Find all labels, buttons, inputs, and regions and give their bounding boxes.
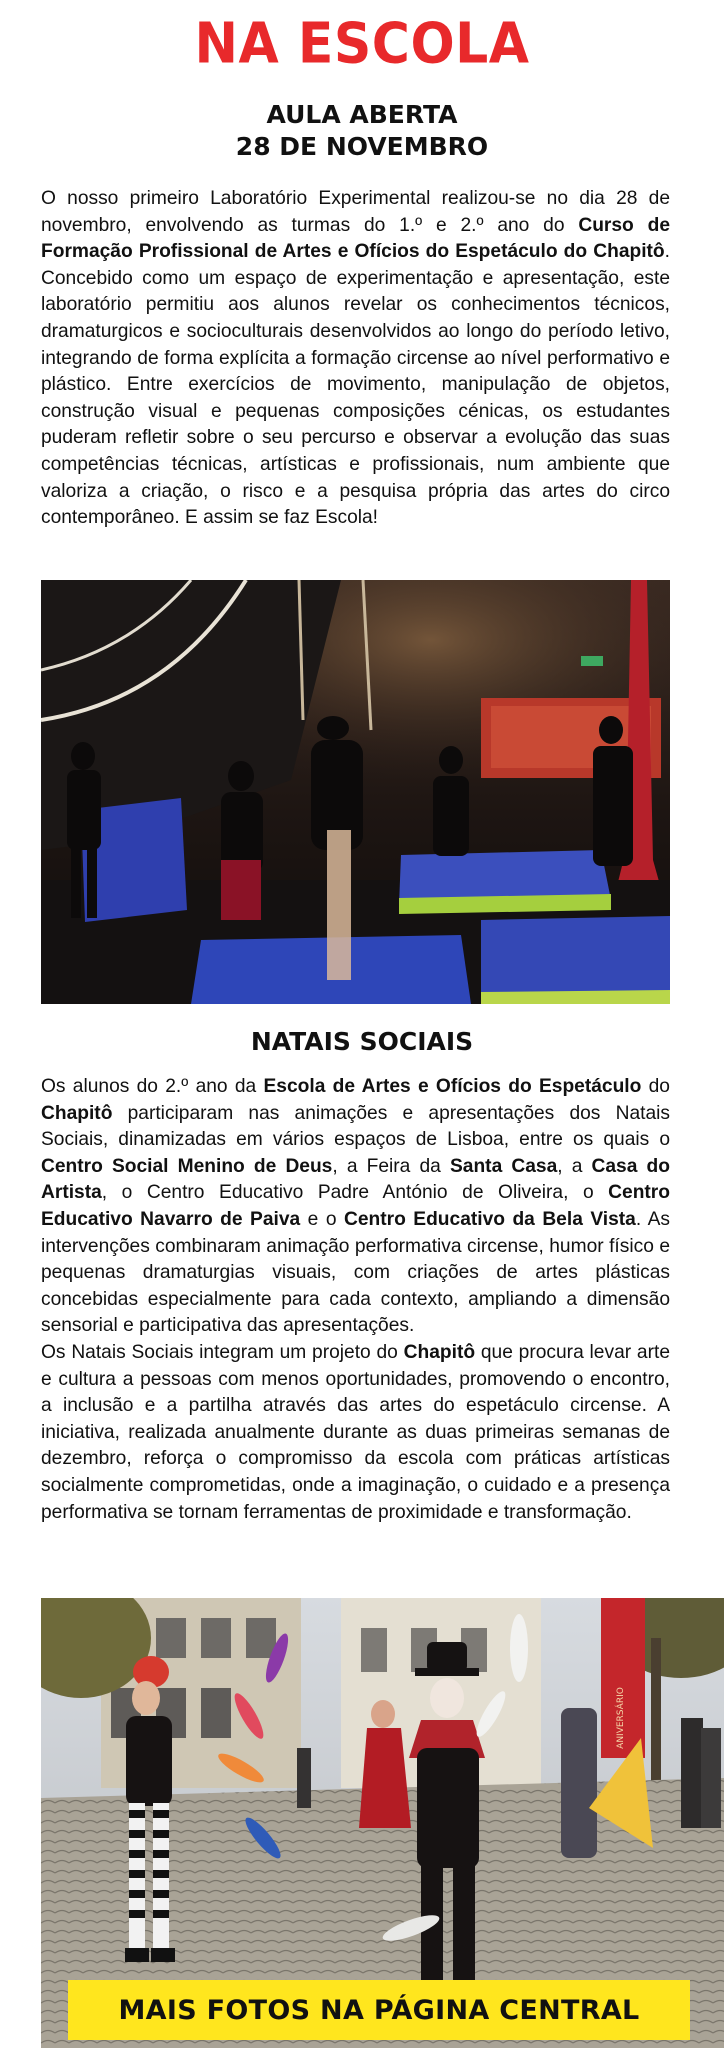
natais-p1-s8: , a <box>557 1155 592 1177</box>
natais-p2-s0: Os Natais Sociais integram um projeto do <box>41 1341 404 1363</box>
natais-p1-s7: Santa Casa <box>449 1155 558 1177</box>
natais-p1-s4: participaram nas animações e apresentações dos Natais Sociais, dinamizadas em vários espaços de Lisboa, entre os quais o <box>41 1102 670 1151</box>
natais-p1-s12: e o <box>300 1208 344 1230</box>
aula-paragraph <box>41 186 670 532</box>
circus-class-photo <box>41 580 670 1004</box>
natais-p1-s13: Centro Educativo da Bela Vista <box>343 1208 636 1230</box>
aula-title: AULA ABERTA <box>266 100 458 129</box>
aula-text-course: Curso de Formação Profissional de Artes e Ofícios do Espetáculo do Chapitô <box>41 214 670 263</box>
natais-text <box>41 1074 670 1526</box>
natais-p1-s10: , o Centro Educativo Padre António de Oliveira, o <box>101 1182 609 1204</box>
natais-p1-s1: Escola de Artes e Ofícios do Espetáculo <box>263 1076 642 1097</box>
natais-p1-s11: Centro Educativo Navarro de Paiva <box>41 1182 670 1230</box>
aula-date: 28 DE NOVEMBRO <box>235 132 489 161</box>
street-banner-sign: ANIVERSÁRIO <box>616 1687 626 1749</box>
natais-p1-s3: Chapitô <box>41 1102 113 1124</box>
aula-text-a: O nosso primeiro Laboratório Experimental realizou-se no dia 28 de novembro, envolvendo as turmas do 1.º e 2.º ano do <box>41 188 670 236</box>
natais-p1-s5: Centro Social Menino de Deus <box>41 1155 333 1177</box>
natais-p1-s0: Os alunos do 2.º ano da <box>41 1076 264 1097</box>
natais-paragraph-1 <box>41 1074 670 1340</box>
natais-p2-s1: Chapitô <box>403 1341 476 1363</box>
masthead-title: NA ESCOLA <box>194 11 530 77</box>
natais-p1-s6: , a Feira da <box>332 1155 450 1177</box>
more-photos-banner: MAIS FOTOS NA PÁGINA CENTRAL <box>68 1980 690 2040</box>
natais-p1-s14: . As intervenções combinaram animação performativa circense, humor físico e pequenas dramaturgias visuais, com criações de artes plásticas concebidas especialmente para cada contexto, ampliando a dimensão sensorial e participativa das apresentações. <box>41 1208 671 1337</box>
natais-p2-s2: que procura levar arte e cultura a pessoas com menos oportunidades, promovendo o encontro, a inclusão e a partilha através das artes do espetáculo circense. A iniciativa, realizada anualmente durante as duas primeiras semanas de dezembro, reforça o compromisso da escola com práticas artísticas socialmente comprometidas, onde a imaginação, o cuidado e a presença performativa se tornam ferramentas de proximidade e transformação. <box>41 1341 670 1523</box>
natais-p1-s9: Casa do Artista <box>41 1155 670 1204</box>
natais-paragraph-2 <box>41 1340 670 1526</box>
natais-p1-s2: do <box>641 1076 670 1097</box>
aula-text-c: . Concebido como um espaço de experimentação e apresentação, este laboratório permitiu aos alunos revelar os conhecimentos técnicos, dramaturgicos e socioculturais desenvolvidos ao longo do período letivo, integrando de forma explícita a formação circense ao nível performativo e plástico. Entre exercícios de movimento, manipulação de objetos, construção visual e pequenas composições cénicas, os estudantes puderam refletir sobre o seu percurso e observar a evolução das suas competências técnicas, artísticas e profissionais, num ambiente que valoriza a criação, o risco e a pesquisa própria das artes do circo contemporâneo. E assim se faz Escola! <box>41 241 670 529</box>
natais-title: NATAIS SOCIAIS <box>250 1027 474 1056</box>
